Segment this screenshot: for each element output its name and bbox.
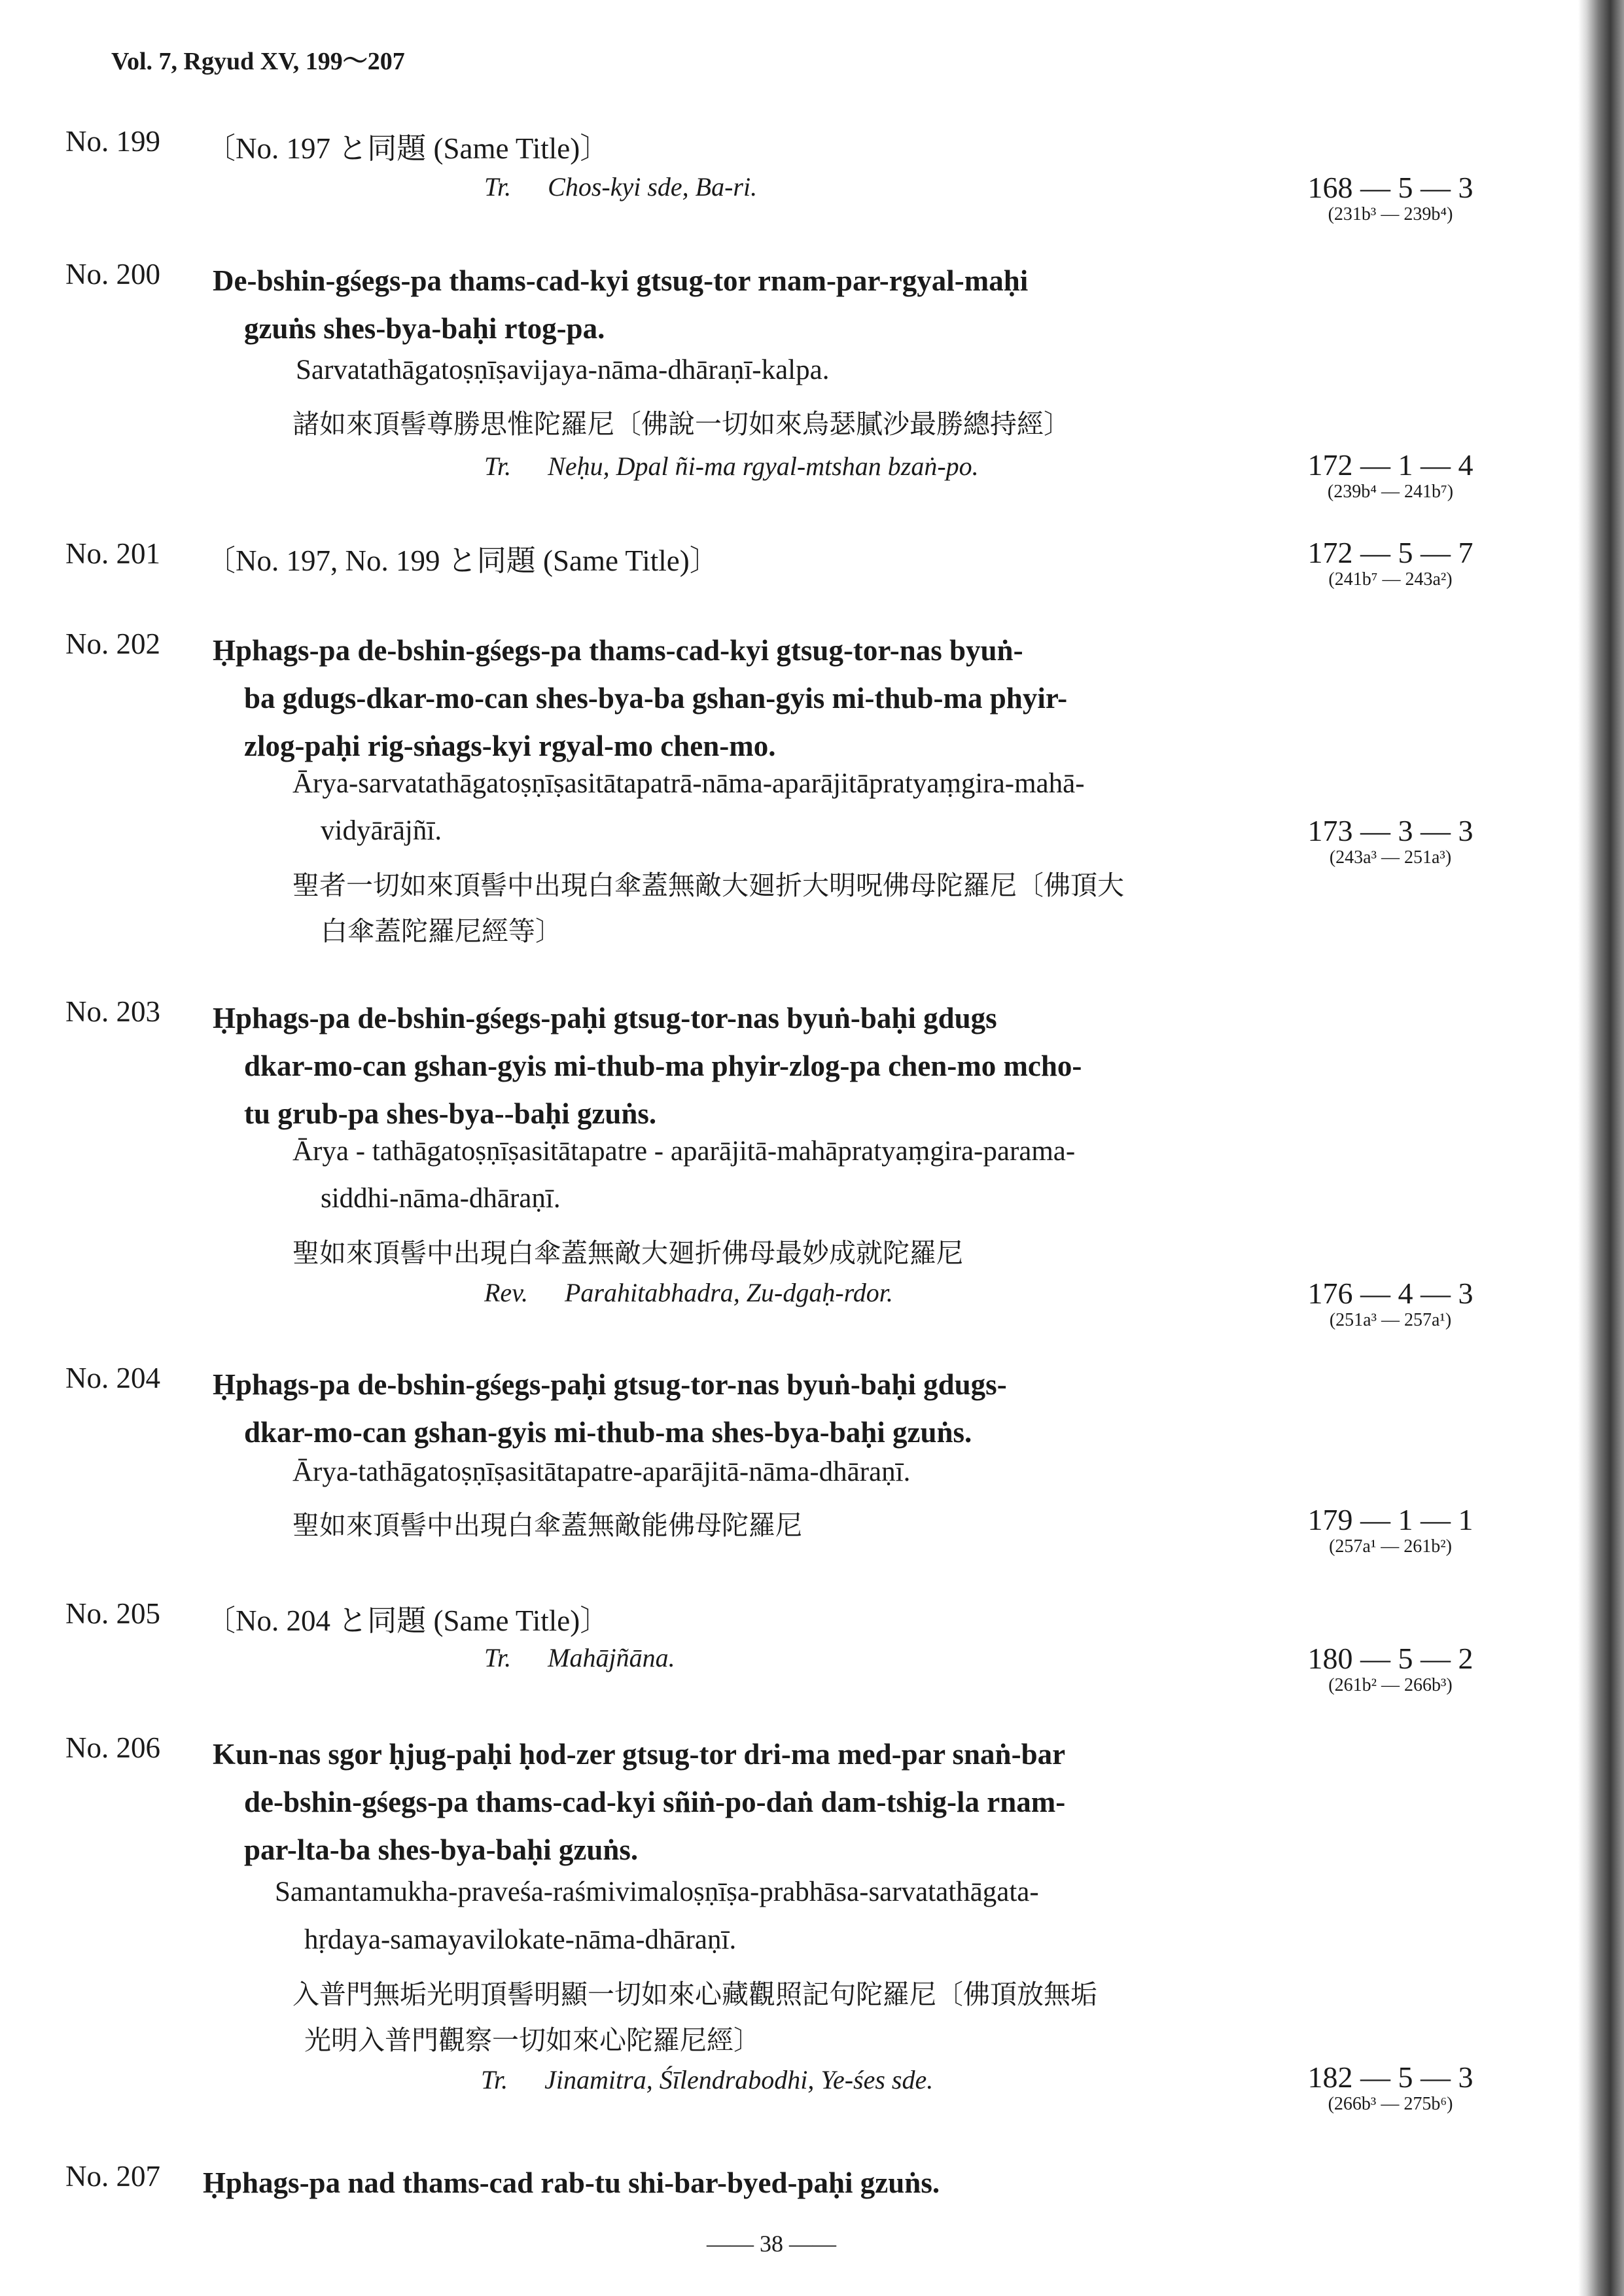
folio-range: (257a¹ — 261b²) bbox=[1329, 1536, 1452, 1557]
same-title-reference: 〔No. 197 と同題 (Same Title)〕 bbox=[206, 132, 610, 165]
location-number: 172 — 5 — 7 bbox=[1307, 536, 1474, 569]
tibetan-line: de-bshin-gśegs-pa thams-cad-kyi sñiṅ-po-daṅ dam-tshig-la rnam- bbox=[244, 1786, 1066, 1818]
entry-number: No. 201 bbox=[65, 537, 160, 570]
entry-number: No. 206 bbox=[65, 1731, 160, 1764]
sanskrit-title-cont: hṛdaya-samayavilokate-nāma-dhāraṇī. bbox=[304, 1924, 737, 1955]
sanskrit-title: Ārya-tathāgatoṣṇīṣasitātapatre-aparājitā-nāma-dhāraṇī. bbox=[292, 1457, 911, 1487]
entry-number: No. 207 bbox=[65, 2160, 160, 2193]
tibetan-line: zlog-paḥi rig-sṅags-kyi rgyal-mo chen-mo. bbox=[244, 730, 776, 762]
entry-number: No. 200 bbox=[65, 258, 160, 291]
translator-names: Neḥu, Dpal ñi-ma rgyal-mtshan bzaṅ-po. bbox=[548, 451, 979, 481]
sanskrit-title-cont: vidyārājñī. bbox=[321, 815, 442, 846]
tibetan-line: gzuṅs shes-bya-baḥi rtog-pa. bbox=[244, 312, 605, 345]
translator-label: Tr. bbox=[484, 172, 512, 202]
folio-range: (261b² — 266b³) bbox=[1328, 1675, 1453, 1695]
tibetan-line: Ḥphags-pa de-bshin-gśegs-paḥi gtsug-tor-nas byuṅ-baḥi gdugs bbox=[213, 1002, 997, 1034]
location bbox=[1299, 1277, 1482, 1331]
tibetan-title bbox=[213, 995, 1312, 1138]
chinese-title: 諸如來頂髻尊勝思惟陀羅尼〔佛說一切如來烏瑟膩沙最勝總持經〕 bbox=[292, 408, 1070, 440]
sanskrit-title: Ārya - tathāgatoṣṇīṣasitātapatre - aparājitā-mahāpratyaṃgira-parama- bbox=[292, 1136, 1076, 1167]
folio-range: (231b³ — 239b⁴) bbox=[1328, 204, 1453, 224]
tibetan-title bbox=[213, 257, 1312, 353]
tibetan-line: Ḥphags-pa de-bshin-gśegs-pa thams-cad-kyi gtsug-tor-nas byuṅ- bbox=[213, 634, 1023, 667]
page-number: —— 38 —— bbox=[707, 2231, 836, 2257]
folio-range: (241b⁷ — 243a²) bbox=[1328, 569, 1453, 590]
location-number: 173 — 3 — 3 bbox=[1307, 814, 1474, 847]
tibetan-line: dkar-mo-can gshan-gyis mi-thub-ma shes-bya-baḥi gzuṅs. bbox=[244, 1416, 972, 1449]
chinese-title: 聖如來頂髻中出現白傘蓋無敵能佛母陀羅尼 bbox=[292, 1510, 802, 1541]
folio-range: (266b³ — 275b⁶) bbox=[1328, 2094, 1453, 2114]
tibetan-title bbox=[213, 1361, 1312, 1457]
tibetan-title bbox=[213, 627, 1312, 770]
chinese-title: 聖者一切如來頂髻中出現白傘蓋無敵大廻折大明呪佛母陀羅尼〔佛頂大 bbox=[292, 870, 1124, 901]
location bbox=[1299, 449, 1482, 503]
chinese-title: 聖如來頂髻中出現白傘蓋無敵大廻折佛母最妙成就陀羅尼 bbox=[292, 1237, 963, 1269]
location-number: 168 — 5 — 3 bbox=[1307, 171, 1474, 204]
entry-number: No. 202 bbox=[65, 627, 160, 660]
same-title-reference: 〔No. 204 と同題 (Same Title)〕 bbox=[206, 1604, 610, 1637]
tibetan-line: Kun-nas sgor ḥjug-paḥi ḥod-zer gtsug-tor dri-ma med-par snaṅ-bar bbox=[213, 1738, 1066, 1771]
tibetan-line: par-lta-ba shes-bya-baḥi gzuṅs. bbox=[244, 1833, 639, 1866]
translator-label: Tr. bbox=[484, 1643, 512, 1672]
location-number: 172 — 1 — 4 bbox=[1307, 448, 1474, 482]
chinese-title: 入普門無垢光明頂髻明顯一切如來心藏觀照記句陀羅尼〔佛頂放無垢 bbox=[292, 1979, 1097, 2010]
tibetan-line: ba gdugs-dkar-mo-can shes-bya-ba gshan-gyis mi-thub-ma phyir- bbox=[244, 682, 1068, 715]
location-number: 176 — 4 — 3 bbox=[1307, 1277, 1474, 1310]
reviser bbox=[484, 1277, 893, 1308]
translators bbox=[484, 171, 757, 202]
translators bbox=[484, 1642, 675, 1673]
translator-names: Mahājñāna. bbox=[548, 1643, 675, 1672]
chinese-title-cont: 光明入普門觀察一切如來心陀羅尼經〕 bbox=[304, 2024, 760, 2056]
translator-names: Jinamitra, Śīlendrabodhi, Ye-śes sde. bbox=[544, 2065, 934, 2094]
location bbox=[1299, 1504, 1482, 1557]
running-head: Vol. 7, Rgyud XV, 199〜207 bbox=[111, 48, 405, 75]
location bbox=[1299, 537, 1482, 590]
entry-number: No. 205 bbox=[65, 1597, 160, 1630]
translators bbox=[481, 2064, 933, 2095]
tibetan-line: Ḥphags-pa de-bshin-gśegs-paḥi gtsug-tor-nas byuṅ-baḥi gdugs- bbox=[213, 1368, 1007, 1401]
location bbox=[1299, 2061, 1482, 2115]
chinese-title-cont: 白傘蓋陀羅尼經等〕 bbox=[321, 915, 562, 947]
location bbox=[1299, 1642, 1482, 1696]
sanskrit-title: Samantamukha-praveśa-raśmivimaloṣṇīṣa-prabhāsa-sarvatathāgata- bbox=[275, 1877, 1039, 1907]
tibetan-title bbox=[213, 1731, 1312, 1874]
tibetan-line: De-bshin-gśegs-pa thams-cad-kyi gtsug-tor rnam-par-rgyal-maḥi bbox=[213, 264, 1029, 297]
folio-range: (239b⁴ — 241b⁷) bbox=[1327, 482, 1454, 502]
location bbox=[1299, 815, 1482, 868]
translator-names: Chos-kyi sde, Ba-ri. bbox=[548, 172, 758, 202]
reviser-names: Parahitabhadra, Zu-dgaḥ-rdor. bbox=[564, 1278, 893, 1307]
entry-number: No. 199 bbox=[65, 125, 160, 158]
folio-range: (251a³ — 257a¹) bbox=[1329, 1310, 1452, 1330]
translators bbox=[484, 451, 979, 482]
tibetan-title bbox=[203, 2159, 1302, 2207]
book-spine-shadow bbox=[1578, 0, 1624, 2296]
entry-number: No. 204 bbox=[65, 1362, 160, 1394]
location-number: 182 — 5 — 3 bbox=[1307, 2060, 1474, 2094]
sanskrit-title: Sarvatathāgatoṣṇīṣavijaya-nāma-dhāraṇī-kalpa. bbox=[296, 355, 830, 385]
reviser-label: Rev. bbox=[484, 1278, 528, 1307]
sanskrit-title: Ārya-sarvatathāgatoṣṇīṣasitātapatrā-nāma-aparājitāpratyaṃgira-mahā- bbox=[292, 768, 1085, 799]
tibetan-line: dkar-mo-can gshan-gyis mi-thub-ma phyir-zlog-pa chen-mo mcho- bbox=[244, 1050, 1082, 1082]
location bbox=[1299, 171, 1482, 225]
location-number: 179 — 1 — 1 bbox=[1307, 1503, 1474, 1536]
translator-label: Tr. bbox=[484, 451, 512, 481]
tibetan-line: tu grub-pa shes-bya--baḥi gzuṅs. bbox=[244, 1097, 657, 1130]
same-title-reference: 〔No. 197, No. 199 と同題 (Same Title)〕 bbox=[206, 544, 719, 577]
location-number: 180 — 5 — 2 bbox=[1307, 1642, 1474, 1675]
entry-number: No. 203 bbox=[65, 995, 160, 1028]
sanskrit-title-cont: siddhi-nāma-dhāraṇī. bbox=[321, 1183, 561, 1214]
folio-range: (243a³ — 251a³) bbox=[1329, 847, 1452, 868]
tibetan-line: Ḥphags-pa nad thams-cad rab-tu shi-bar-byed-paḥi gzuṅs. bbox=[203, 2166, 940, 2199]
translator-label: Tr. bbox=[481, 2065, 508, 2094]
